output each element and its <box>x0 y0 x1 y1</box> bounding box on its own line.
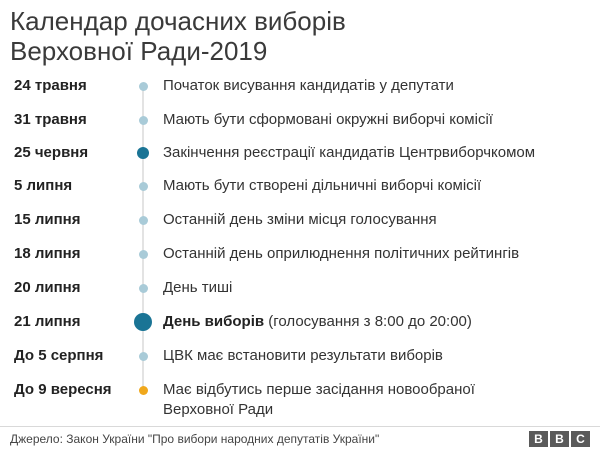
event-date: 15 липня <box>14 211 81 228</box>
event-text <box>163 380 593 420</box>
title-line-2: Верховної Ради-2019 <box>10 36 268 66</box>
event-text-line-1: Має відбутись перше засідання новообраної <box>163 381 475 398</box>
event-text: Закінчення реєстрації кандидатів Центрвиборчкомом <box>163 144 536 161</box>
event-text-rest: (голосування з 8:00 до 20:00) <box>264 313 472 330</box>
event-date: 18 липня <box>14 245 81 262</box>
event-date: 25 червня <box>14 144 89 161</box>
event-text <box>163 312 593 332</box>
timeline-dot <box>137 147 149 159</box>
event-date: До 5 серпня <box>14 347 104 364</box>
event-text-bold: День виборів <box>163 313 265 330</box>
event-date: До 9 вересня <box>14 381 112 398</box>
timeline-dot-election <box>134 313 152 331</box>
event-text: ЦВК має встановити результати виборів <box>163 347 443 364</box>
event-text: Останній день оприлюднення політичних рейтингів <box>163 245 520 262</box>
timeline-dot <box>139 216 148 225</box>
event-text: Початок висування кандидатів у депутати <box>163 77 454 94</box>
footer-divider <box>0 426 600 427</box>
event-text: Мають бути сформовані окружні виборчі комісії <box>163 111 493 128</box>
timeline-dot <box>139 284 148 293</box>
title-line-1: Календар дочасних виборів <box>10 6 346 36</box>
timeline-dot-final <box>139 386 148 395</box>
source-note: Джерело: Закон України "Про вибори народних депутатів України" <box>10 432 380 446</box>
timeline-dot <box>139 182 148 191</box>
timeline-dot <box>139 116 148 125</box>
event-date: 5 липня <box>14 177 73 194</box>
event-date: 24 травня <box>14 77 87 94</box>
timeline-dot <box>139 352 148 361</box>
page-title <box>10 6 590 66</box>
event-date: 21 липня <box>14 313 81 330</box>
bbc-logo-letter: B <box>550 431 569 447</box>
event-text: Останній день зміни місця голосування <box>163 211 437 228</box>
event-date: 31 травня <box>14 111 87 128</box>
bbc-logo-letter: B <box>529 431 548 447</box>
timeline-line <box>142 84 144 388</box>
event-date: 20 липня <box>14 279 81 296</box>
bbc-logo <box>529 431 590 447</box>
bbc-logo-letter: C <box>571 431 590 447</box>
event-text: Мають бути створені дільничні виборчі комісії <box>163 177 482 194</box>
timeline-dot <box>139 82 148 91</box>
event-text: День тиші <box>163 279 233 296</box>
event-text-line-2: Верховної Ради <box>163 401 274 418</box>
timeline-dot <box>139 250 148 259</box>
